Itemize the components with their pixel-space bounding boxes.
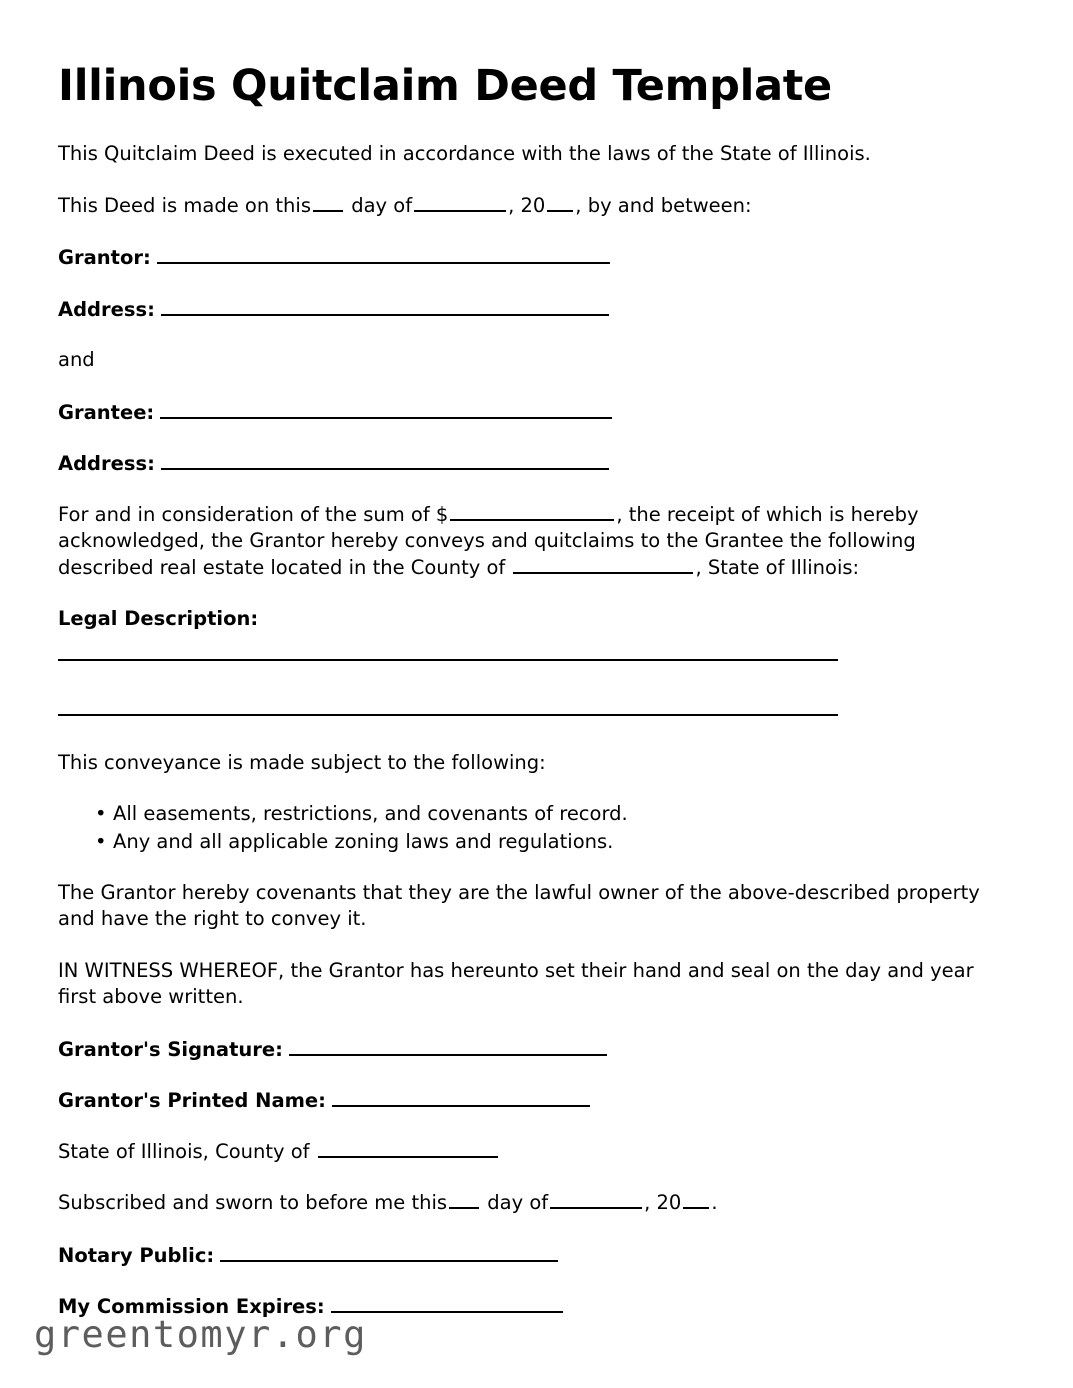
- consideration-paragraph: [58, 502, 993, 582]
- conjunction-text: and: [58, 348, 95, 372]
- grantor-label: Grantor:: [58, 246, 151, 270]
- notary-month-blank[interactable]: [550, 1192, 642, 1209]
- commission-expires-label: My Commission Expires:: [58, 1295, 325, 1319]
- grantor-address-label: Address:: [58, 297, 155, 321]
- notary-public-input-blank[interactable]: [220, 1242, 558, 1262]
- notary-day-blank[interactable]: [449, 1192, 479, 1209]
- conveyance-intro: This conveyance is made subject to the following:: [58, 750, 546, 774]
- site-watermark: greentomyr.org: [34, 1313, 367, 1356]
- grantor-printed-name-field: [58, 1087, 993, 1114]
- county-blank[interactable]: [513, 557, 693, 574]
- legal-description-blank-line-1[interactable]: [58, 659, 838, 661]
- grantee-field: [58, 399, 993, 426]
- sworn-suffix: .: [711, 1191, 718, 1215]
- month-blank[interactable]: [414, 195, 506, 212]
- date-line-year-prefix: , 20: [508, 193, 546, 217]
- conveyance-list: [58, 801, 993, 854]
- grantee-address-label: Address:: [58, 452, 155, 476]
- notary-public-label: Notary Public:: [58, 1243, 215, 1267]
- legal-description-heading: Legal Description:: [58, 607, 259, 631]
- list-item: • Any and all applicable zoning laws and regulations.: [95, 829, 993, 855]
- grantee-input-blank[interactable]: [160, 399, 612, 419]
- date-line-prefix: This Deed is made on this: [58, 193, 311, 217]
- year-blank[interactable]: [547, 195, 573, 212]
- grantor-field: [58, 244, 993, 271]
- consideration-part1: For and in consideration of the sum of $: [58, 502, 449, 526]
- date-line-mid: day of: [351, 193, 413, 217]
- grantee-address-input-blank[interactable]: [161, 450, 609, 470]
- grantor-signature-label: Grantor's Signature:: [58, 1037, 283, 1061]
- grantor-printed-name-label: Grantor's Printed Name:: [58, 1089, 326, 1113]
- day-blank[interactable]: [313, 195, 343, 212]
- sworn-mid: day of: [487, 1191, 549, 1215]
- commission-expires-input-blank[interactable]: [331, 1293, 563, 1313]
- consideration-part3: , State of Illinois:: [695, 555, 860, 579]
- covenant-paragraph: The Grantor hereby covenants that they are the lawful owner of the above-described property and have the right to convey it.: [58, 880, 980, 931]
- sum-blank[interactable]: [450, 504, 614, 521]
- notary-public-field: [58, 1242, 993, 1269]
- consideration-part2: , the receipt of which is hereby acknowledged, the Grantor hereby conveys and quitclaims to the Grantee the following described real estate located in the County of: [58, 502, 919, 579]
- grantee-address-field: [58, 450, 993, 477]
- grantee-label: Grantee:: [58, 400, 155, 424]
- document-content: [58, 62, 993, 1345]
- sworn-line: [58, 1190, 993, 1217]
- state-county-prefix: State of Illinois, County of: [58, 1139, 310, 1163]
- notary-year-blank[interactable]: [683, 1192, 709, 1209]
- legal-description-blank-line-2[interactable]: [58, 714, 838, 716]
- notary-county-blank[interactable]: [318, 1141, 498, 1158]
- sworn-year-prefix: , 20: [644, 1191, 682, 1215]
- sworn-prefix: Subscribed and sworn to before me this: [58, 1191, 448, 1215]
- list-item: • All easements, restrictions, and covenants of record.: [95, 801, 993, 827]
- intro-paragraph: This Quitclaim Deed is executed in accordance with the laws of the State of Illinois.: [58, 142, 871, 166]
- date-line-suffix: , by and between:: [575, 193, 752, 217]
- grantor-input-blank[interactable]: [157, 244, 610, 264]
- page-title: Illinois Quitclaim Deed Template: [58, 61, 832, 111]
- state-county-line: [58, 1139, 993, 1166]
- grantor-address-field: [58, 296, 993, 323]
- grantor-printed-name-input-blank[interactable]: [332, 1087, 590, 1107]
- witness-paragraph: IN WITNESS WHEREOF, the Grantor has hereunto set their hand and seal on the day and year first above written.: [58, 958, 974, 1009]
- date-line-paragraph: [58, 193, 993, 220]
- grantor-address-input-blank[interactable]: [161, 296, 609, 316]
- grantor-signature-input-blank[interactable]: [289, 1036, 607, 1056]
- grantor-signature-field: [58, 1036, 993, 1063]
